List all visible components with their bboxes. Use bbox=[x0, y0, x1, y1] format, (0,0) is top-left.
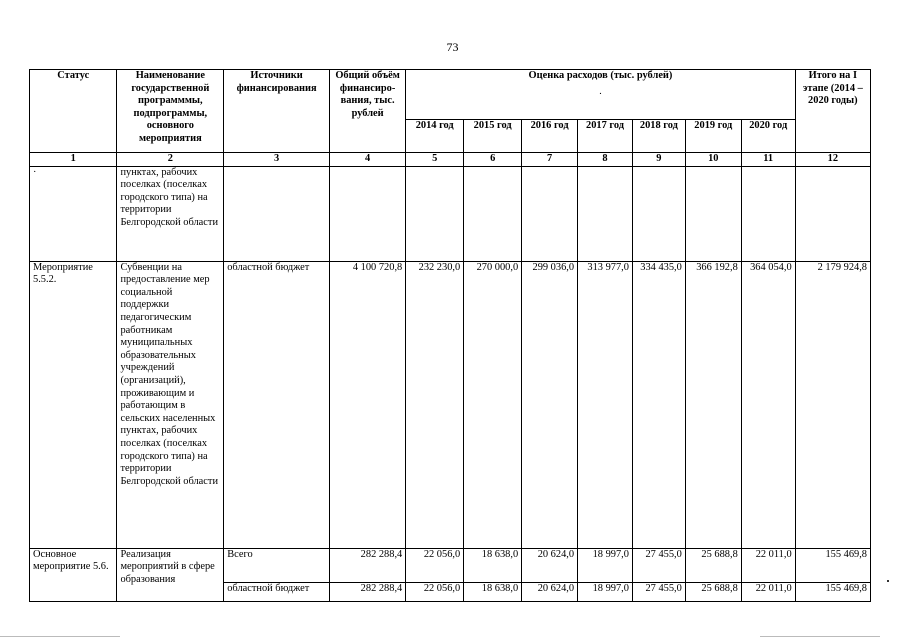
year-cell: 20 624,0 bbox=[522, 548, 578, 582]
column-number: 10 bbox=[685, 153, 741, 167]
column-number: 5 bbox=[406, 153, 464, 167]
empty-cell bbox=[741, 166, 795, 261]
summary-cell: 155 469,8 bbox=[795, 548, 870, 582]
header-estimate-mark: · bbox=[598, 88, 603, 100]
empty-cell bbox=[632, 166, 685, 261]
header-year-2015: 2015 год bbox=[464, 120, 522, 153]
scan-edge-line bbox=[0, 636, 120, 637]
total-cell: 4 100 720,8 bbox=[329, 261, 405, 548]
header-status: Статус bbox=[30, 70, 117, 153]
status-cell: · bbox=[30, 166, 117, 261]
header-year-2016: 2016 год bbox=[522, 120, 578, 153]
year-cell: 366 192,8 bbox=[685, 261, 741, 548]
year-cell: 270 000,0 bbox=[464, 261, 522, 548]
page-number: 73 bbox=[446, 40, 459, 54]
source-cell: областной бюджет bbox=[224, 261, 330, 548]
year-cell: 27 455,0 bbox=[632, 582, 685, 601]
table-row bbox=[30, 261, 871, 548]
year-cell: 18 638,0 bbox=[464, 548, 522, 582]
year-cell: 18 997,0 bbox=[578, 548, 633, 582]
table-row bbox=[30, 548, 871, 582]
header-estimate bbox=[406, 70, 795, 120]
empty-cell bbox=[578, 166, 633, 261]
header-year-2020: 2020 год bbox=[741, 120, 795, 153]
summary-cell: 155 469,8 bbox=[795, 582, 870, 601]
year-cell: 22 011,0 bbox=[741, 548, 795, 582]
scan-edge-line bbox=[760, 636, 880, 637]
source-cell: областной бюджет bbox=[224, 582, 330, 601]
column-number: 3 bbox=[224, 153, 330, 167]
name-cell: Реализация мероприятий в сфере образования bbox=[117, 548, 224, 601]
status-cell: Основное мероприятие 5.6. bbox=[30, 548, 117, 601]
column-number: 12 bbox=[795, 153, 870, 167]
year-cell: 27 455,0 bbox=[632, 548, 685, 582]
total-cell: 282 288,4 bbox=[329, 582, 405, 601]
year-cell: 313 977,0 bbox=[578, 261, 633, 548]
year-cell: 299 036,0 bbox=[522, 261, 578, 548]
column-number: 9 bbox=[632, 153, 685, 167]
header-summary: Итого на I этапе (2014 – 2020 годы) bbox=[795, 70, 870, 153]
year-cell: 22 056,0 bbox=[406, 582, 464, 601]
header-estimate-title: Оценка расходов (тыс. рублей) bbox=[528, 70, 673, 81]
column-number: 1 bbox=[30, 153, 117, 167]
column-number-row bbox=[30, 153, 871, 167]
year-cell: 20 624,0 bbox=[522, 582, 578, 601]
year-cell: 334 435,0 bbox=[632, 261, 685, 548]
header-name: Наименование государственной программмы, подпрограммы, основного мероприятия bbox=[117, 70, 224, 153]
year-cell: 22 011,0 bbox=[741, 582, 795, 601]
year-cell: 232 230,0 bbox=[406, 261, 464, 548]
column-number: 4 bbox=[329, 153, 405, 167]
name-cell: пунктах, рабочих поселках (поселках городского типа) на территории Белгородской области bbox=[117, 166, 224, 261]
empty-cell bbox=[685, 166, 741, 261]
name-cell: Субвенции на предоставление мер социальной поддержки педагогическим работникам муниципальных образовательных учреждений (организаций), проживающим и работающим в сельских населенных пунктах, рабочих поселках (поселках городского типа) на территории Белгородской области bbox=[117, 261, 224, 548]
column-number: 7 bbox=[522, 153, 578, 167]
year-cell: 18 997,0 bbox=[578, 582, 633, 601]
empty-cell bbox=[224, 166, 330, 261]
year-cell: 364 054,0 bbox=[741, 261, 795, 548]
empty-cell bbox=[406, 166, 464, 261]
header-sources: Источники финансирования bbox=[224, 70, 330, 153]
header-year-2018: 2018 год bbox=[632, 120, 685, 153]
year-cell: 18 638,0 bbox=[464, 582, 522, 601]
column-number: 11 bbox=[741, 153, 795, 167]
header-total: Общий объём финансиро-вания, тыс. рублей bbox=[329, 70, 405, 153]
table-row bbox=[30, 166, 871, 261]
total-cell: 282 288,4 bbox=[329, 548, 405, 582]
year-cell: 25 688,8 bbox=[685, 548, 741, 582]
status-cell: Мероприятие 5.5.2. bbox=[30, 261, 117, 548]
year-cell: 22 056,0 bbox=[406, 548, 464, 582]
empty-cell bbox=[795, 166, 870, 261]
summary-cell: 2 179 924,8 bbox=[795, 261, 870, 548]
year-cell: 25 688,8 bbox=[685, 582, 741, 601]
empty-cell bbox=[522, 166, 578, 261]
header-year-2019: 2019 год bbox=[685, 120, 741, 153]
scan-speck bbox=[887, 580, 889, 582]
header-year-2017: 2017 год bbox=[578, 120, 633, 153]
column-number: 2 bbox=[117, 153, 224, 167]
column-number: 6 bbox=[464, 153, 522, 167]
empty-cell bbox=[329, 166, 405, 261]
header-year-2014: 2014 год bbox=[406, 120, 464, 153]
budget-table bbox=[29, 69, 871, 602]
source-cell: Всего bbox=[224, 548, 330, 582]
empty-cell bbox=[464, 166, 522, 261]
column-number: 8 bbox=[578, 153, 633, 167]
